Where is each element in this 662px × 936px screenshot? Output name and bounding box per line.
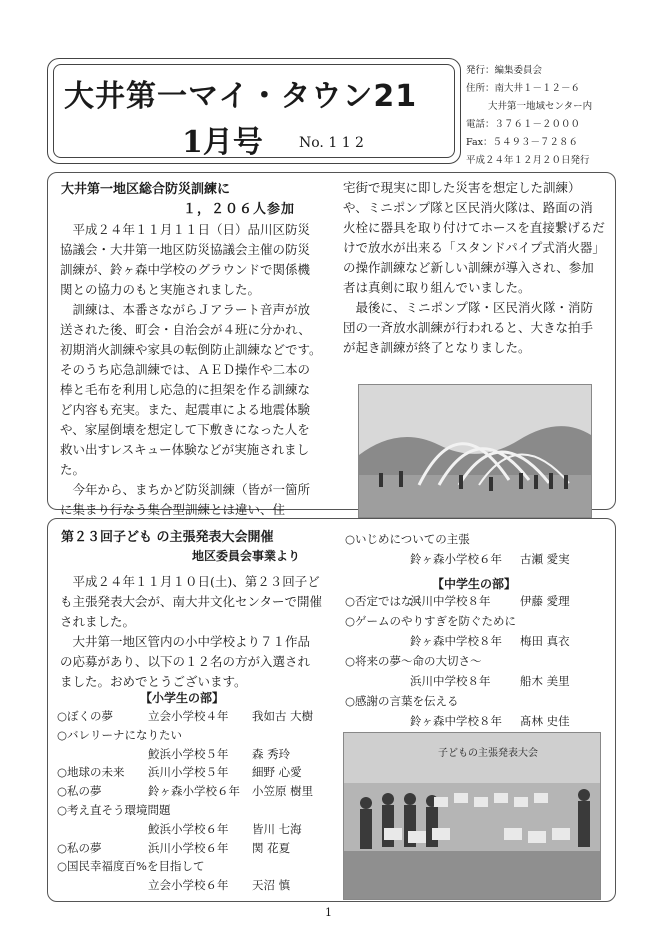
entry-name: 梅田 真衣 xyxy=(520,634,570,648)
entry-title: ○ゲームのやりすぎを防ぐために xyxy=(345,614,517,628)
drill-photo xyxy=(358,384,592,518)
entry-name: 伊藤 愛理 xyxy=(520,594,570,608)
entry-title: ○否定ではなく xyxy=(345,594,425,608)
article-body-left xyxy=(60,220,322,520)
paragraph: 平成２４年１１月１１日（日）品川区防災協議会・大井第一地区防災協議会主催の防災訓練が、鈴ヶ森中学校のグラウンドで関係機関との協力のもと実施されました。 xyxy=(60,222,311,297)
fax-line: Fax：５４９３－７２８６ xyxy=(466,137,578,148)
entry-name: 森 秀玲 xyxy=(252,746,291,761)
entry-title: ○いじめについての主張 xyxy=(345,532,470,546)
publisher-line: 発行：編集委員会 xyxy=(466,65,543,76)
article-heading: 大井第一地区総合防災訓練に xyxy=(61,182,231,197)
entry-title: ○私の夢 xyxy=(57,840,102,855)
issue-month: 1月号 xyxy=(182,125,263,160)
issue-number: No. 1 1 2 xyxy=(299,135,364,151)
article-heading: 第２３回子ども の主張発表大会開催 xyxy=(61,530,274,545)
section-title: 【小学生の部】 xyxy=(140,691,225,705)
entry-name: 我如古 大樹 xyxy=(252,709,314,723)
entry-school: 鈴ヶ森中学校８年 xyxy=(410,634,502,648)
entry-name: 関 花夏 xyxy=(252,840,291,855)
entry-name: 細野 心愛 xyxy=(252,765,302,780)
entry-school: 鈴ヶ森中学校８年 xyxy=(410,714,502,728)
entry-school: 浜川中学校８年 xyxy=(410,594,491,608)
entry-name: 船木 美里 xyxy=(520,674,570,688)
entry-school: 鈴ヶ森小学校６年 xyxy=(148,784,240,799)
photo-banner-text: 子どもの主張発表大会 xyxy=(438,748,538,759)
entry-school: 立会小学校６年 xyxy=(148,878,229,893)
entry-name: 皆川 七海 xyxy=(252,821,302,836)
paragraph: 宅街で現実に即した災害を想定した訓練）や、ミニポンプ隊と区民消火隊は、路面の消火栓に器具を取り付けてホースを直接繋げるだけで放水が出来る「スタンドパイプ式消火器」の操作訓練など新しい訓練が導入され、参加者は真剣に取り組んでいました。 xyxy=(343,180,605,295)
address-line: 大井第一地域センター内 xyxy=(488,101,593,112)
publisher-info xyxy=(466,62,616,170)
entry-school: 立会小学校４年 xyxy=(148,709,229,723)
paragraph: 最後に、ミニポンプ隊・区民消火隊・消防団の一斉放水訓練が行われると、大きな拍手が起き訓練が終了となりました。 xyxy=(343,300,594,355)
publish-date: 平成２４年１２月２０日発行 xyxy=(466,155,590,166)
masthead xyxy=(47,58,461,164)
entry-title: ○ぼくの夢 xyxy=(57,709,114,723)
entry-school: 浜川小学校５年 xyxy=(148,765,229,780)
entry-name: 小笠原 樹里 xyxy=(252,784,314,799)
phone-line: 電話：３７６１－２０００ xyxy=(466,119,581,130)
paragraph: 今年から、まちかど防災訓練（皆が一箇所に集まり行なう集合型訓練とは違い、住 xyxy=(60,482,311,517)
entry-school: 鮫浜小学校６年 xyxy=(148,821,229,836)
entry-school: 浜川小学校６年 xyxy=(148,840,229,855)
article-body-left xyxy=(60,572,322,692)
section-title: 【中学生の部】 xyxy=(432,577,517,591)
newsletter-title: 大井第一マイ・タウン21 xyxy=(64,79,418,114)
entry-name: 天沼 慎 xyxy=(252,878,291,893)
article-subheading: 地区委員会事業より xyxy=(192,549,301,563)
entry-title: ○将来の夢～命の大切さ～ xyxy=(345,654,482,668)
article-heading-line2: １，２０６人参加 xyxy=(183,202,296,217)
entry-name: 古瀬 愛実 xyxy=(520,552,570,566)
entry-school: 鮫浜小学校５年 xyxy=(148,746,229,761)
address-line: 住所：南大井１－１２－６ xyxy=(466,83,581,94)
entry-title: ○地球の未来 xyxy=(57,765,125,780)
masthead-frame xyxy=(53,64,455,158)
page-number: 1 xyxy=(325,906,332,919)
paragraph: 平成２４年１１月１０日(土)、第２３回子ども主張発表大会が、南大井文化センターで開催されました。 xyxy=(60,574,323,629)
entry-name: 髙林 史佳 xyxy=(520,714,570,728)
article-body-right xyxy=(343,178,605,358)
entry-school: 浜川中学校８年 xyxy=(410,674,491,688)
entry-school: 鈴ヶ森小学校６年 xyxy=(410,552,502,566)
paragraph: 訓練は、本番さながらＪアラート音声が放送された後、町会・自治会が４班に分かれ、初期消火訓練や家具の転倒防止訓練などです。そのうち応急訓練では、ＡＥＤ操作や二本の棒と毛布を利用し応急的に担架を作る訓練など内容も充実。また、起震車による地震体験や、家屋倒壊を想定して下敷きになった人を救い出すレスキュー体験などが実施されました。 xyxy=(60,302,322,477)
entry-title: ○国民幸福度百%を目指して xyxy=(57,859,205,874)
entry-title: ○考え直そう環境問題 xyxy=(57,803,171,817)
entry-title: ○感謝の言葉を伝える xyxy=(345,694,459,708)
paragraph: 大井第一地区管内の小中学校より７１作品の応募があり、以下の１２名の方が入選されました。おめでとうございます。 xyxy=(60,634,311,689)
entry-title: ○私の夢 xyxy=(57,784,102,799)
entry-title: ○バレリーナになりたい xyxy=(57,727,183,742)
